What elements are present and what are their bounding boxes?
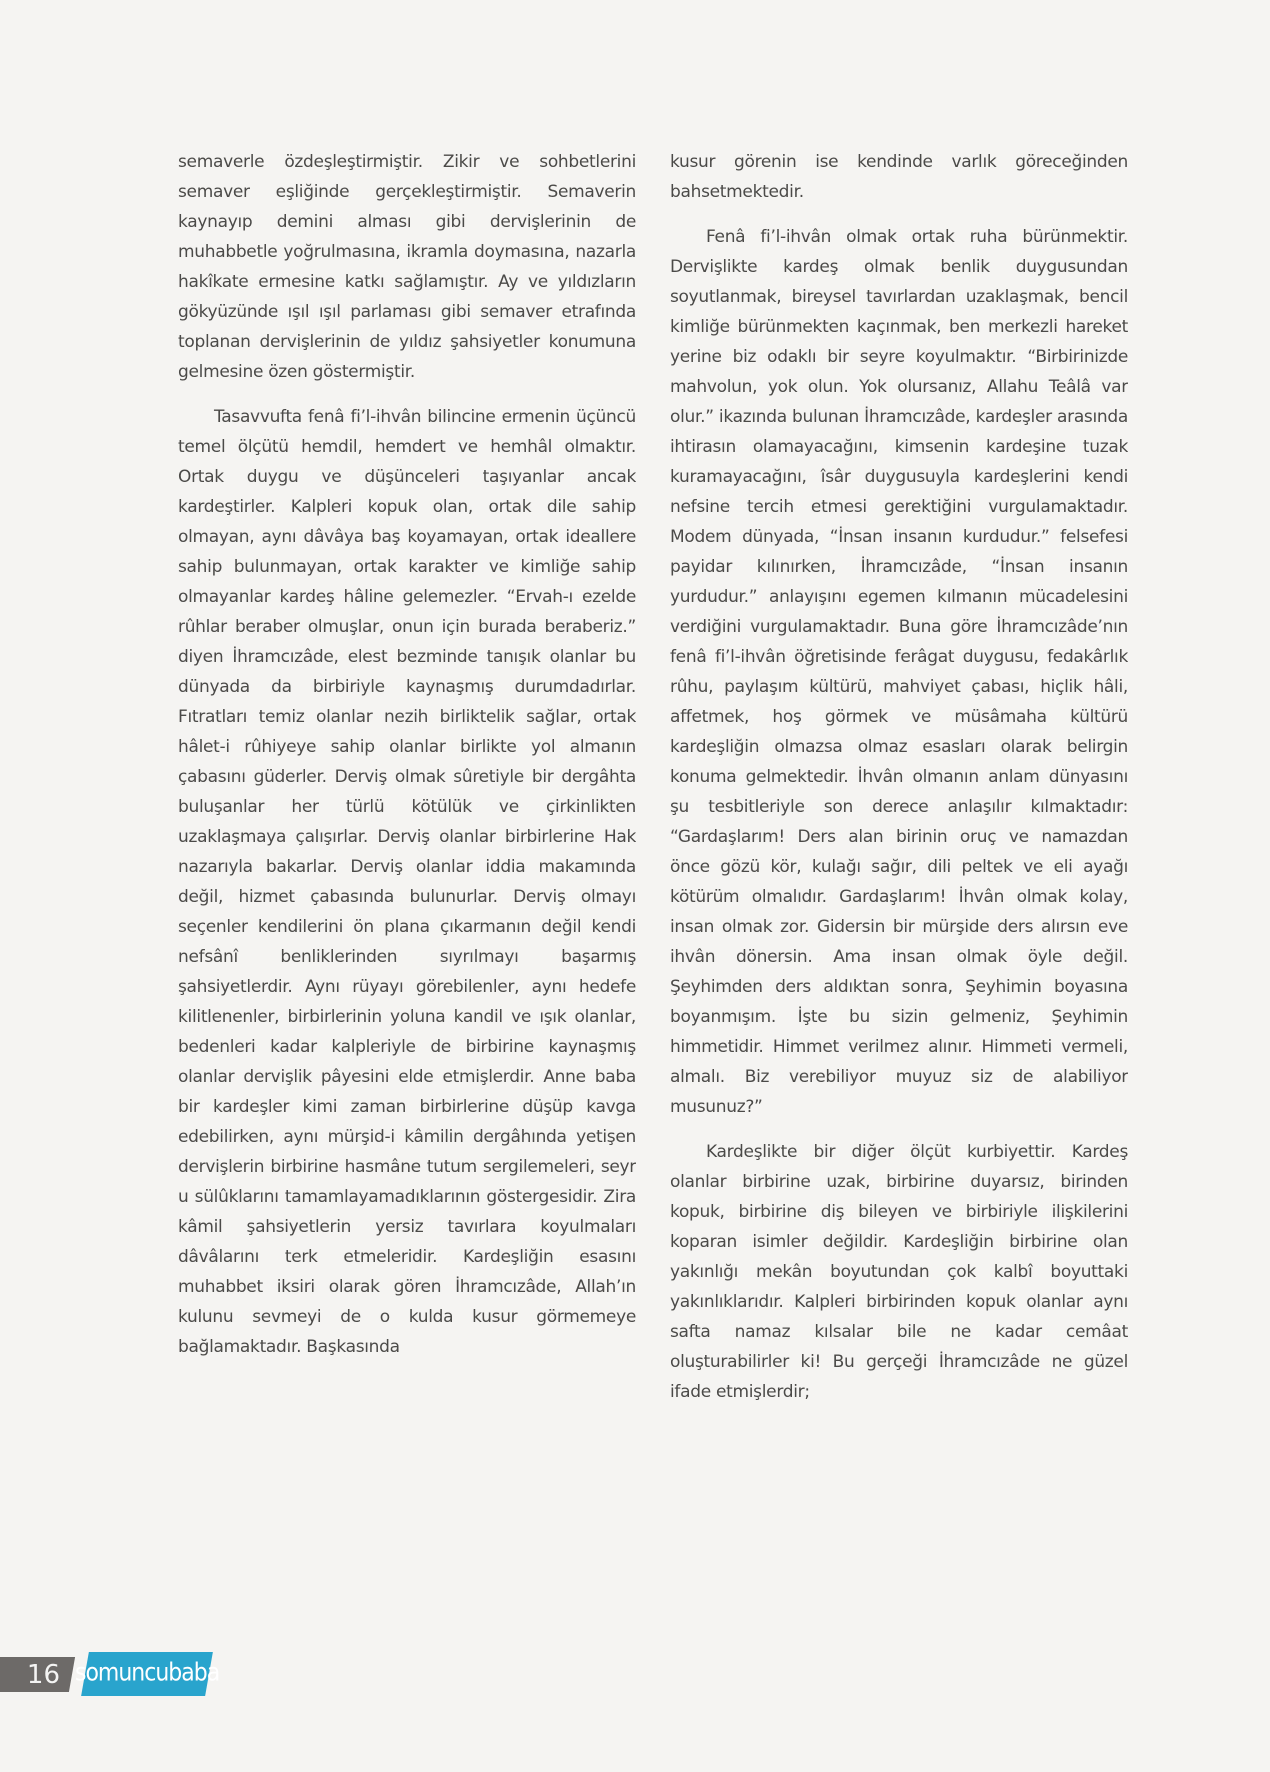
left-column	[178, 147, 636, 1362]
paragraph: kusur görenin ise kendinde varlık göreceğinden bahsetmektedir.	[670, 152, 1128, 202]
paragraph: Kardeşlikte bir diğer ölçüt kurbiyettir. Kardeş olanlar birbirine uzak, birbirine duyarsız, birinden kopuk, birbirine diş bileyen ve birbiriyle ilişkilerini koparan isimler değildir. Kardeşliğin birbirine olan yakınlığı mekân boyutundan çok kalbî boyuttaki yakınlıklarıdır. Kalpleri birbirinden kopuk olanlar aynı safta namaz kılsalar bile ne kadar cemâat oluşturabilirler ki! Bu gerçeği İhramcızâde ne güzel ifade etmişlerdir;	[670, 1142, 1128, 1402]
page-number: 16	[26, 1659, 60, 1690]
right-column	[670, 147, 1128, 1407]
paragraph: Tasavvufta fenâ fi’l-ihvân bilincine ermenin üçüncü temel ölçütü hemdil, hemdert ve hemhâl olmaktır. Ortak duygu ve düşünceleri taşıyanlar ancak kardeştirler. Kalpleri kopuk olan, ortak dile sahip olmayan, aynı dâvâya baş koyamayan, ortak ideallere sahip bulunmayan, ortak karakter ve kimliğe sahip olmayanlar kardeş hâline gelemezler. “Ervah-ı ezelde rûhlar beraber olmuşlar, onun için burada beraberiz.” diyen İhramcızâde, elest bezminde tanışık olanlar bu dünyada da birbiriyle kaynaşmış durumdadırlar. Fıtratları temiz olanlar nezih birliktelik sağlar, ortak hâlet-i rûhiyeye sahip olanlar birlikte yol almanın çabasını güderler. Derviş olmak sûretiyle bir dergâhta buluşanlar her türlü kötülük ve çirkinlikten uzaklaşmaya çalışırlar. Derviş olanlar birbirlerine Hak nazarıyla bakarlar. Derviş olanlar iddia makamında değil, hizmet çabasında bulunurlar. Derviş olmayı seçenler kendilerini ön plana çıkarmanın değil kendi nefsânî benliklerinden sıyrılmayı başarmış şahsiyetlerdir. Aynı rüyayı görebilenler, aynı hedefe kilitlenenler, birbirlerinin yoluna kandil ve ışık olanlar, bedenleri kadar kalpleriyle de birbirine kaynaşmış olanlar dervişlik pâyesini elde etmişlerdir. Anne baba bir kardeşler kimi zaman birbirlerine düşüp kavga edebilirken, aynı mürşid-i kâmilin dergâhında yetişen dervişlerin birbirine hasmâne tutum sergilemeleri, seyr u sülûklarını tamamlayamadıklarının göstergesidir. Zira kâmil şahsiyetlerin yersiz tavırlara koyulmaları dâvâlarını terk etmeleridir. Kardeşliğin esasını muhabbet iksiri olarak gören İhramcızâde, Allah’ın kulunu sevmeyi de o kulda kusur görmemeye bağlamaktadır. Başkasında	[178, 407, 636, 1357]
page-number-bar	[0, 1657, 75, 1692]
logo-text: somuncubaba	[74, 1659, 220, 1688]
somuncubaba-logo	[74, 1652, 220, 1696]
paragraph: Fenâ fi’l-ihvân olmak ortak ruha bürünmektir. Dervişlikte kardeş olmak benlik duygusundan soyutlanmak, bireysel tavırlardan uzaklaşmak, bencil kimliğe bürünmekten kaçınmak, ben merkezli hareket yerine biz odaklı bir seyre koyulmaktır. “Birbirinizde mahvolun, yok olun. Yok olursanız, Allahu Teâlâ var olur.” ikazında bulunan İhramcızâde, kardeşler arasında ihtirasın olamayacağını, kimsenin kardeşine tuzak kuramayacağını, îsâr duygusuyla kardeşlerini kendi nefsine tercih etmesi gerektiğini vurgulamaktadır. Modem dünyada, “İnsan insanın kurdudur.” felsefesi payidar kılınırken, İhramcızâde, “İnsan insanın yurdudur.” anlayışını egemen kılmanın mücadelesini verdiğini vurgulamaktadır. Buna göre İhramcızâde’nın fenâ fi’l-ihvân öğretisinde ferâgat duygusu, fedakârlık rûhu, paylaşım kültürü, mahviyet çabası, hiçlik hâli, affetmek, hoş görmek ve müsâmaha kültürü kardeşliğin olmazsa olmaz esasları olarak belirgin konuma gelmektedir. İhvân olmanın anlam dünyasını şu tesbitleriyle son derece anlaşılır kılmaktadır: “Gardaşlarım! Ders alan birinin oruç ve namazdan önce gözü kör, kulağı sağır, dili peltek ve eli ayağı kötürüm olmalıdır. Gardaşlarım! İhvân olmak kolay, insan olmak zor. Gidersin bir mürşide ders alırsın eve ihvân dönersin. Ama insan olmak öyle değil. Şeyhimden ders aldıktan sonra, Şeyhimin boyasına boyanmışım. İşte bu sizin gelmeniz, Şeyhimin himmetidir. Himmet verilmez alınır. Himmeti vermeli, almalı. Biz verebiliyor muyuz siz de alabiliyor musunuz?”	[670, 227, 1128, 1117]
paragraph: semaverle özdeşleştirmiştir. Zikir ve sohbetlerini semaver eşliğinde gerçekleştirmiştir. Semaverin kaynayıp demini alması gibi dervişlerinin de muhabbetle yoğrulmasına, ikramla doymasına, nazarla hakîkate ermesine katkı sağlamıştır. Ay ve yıldızların gökyüzünde ışıl ışıl parlaması gibi semaver etrafında toplanan dervişlerinin de yıldız şahsiyetler konumuna gelmesine özen göstermiştir.	[178, 152, 636, 382]
